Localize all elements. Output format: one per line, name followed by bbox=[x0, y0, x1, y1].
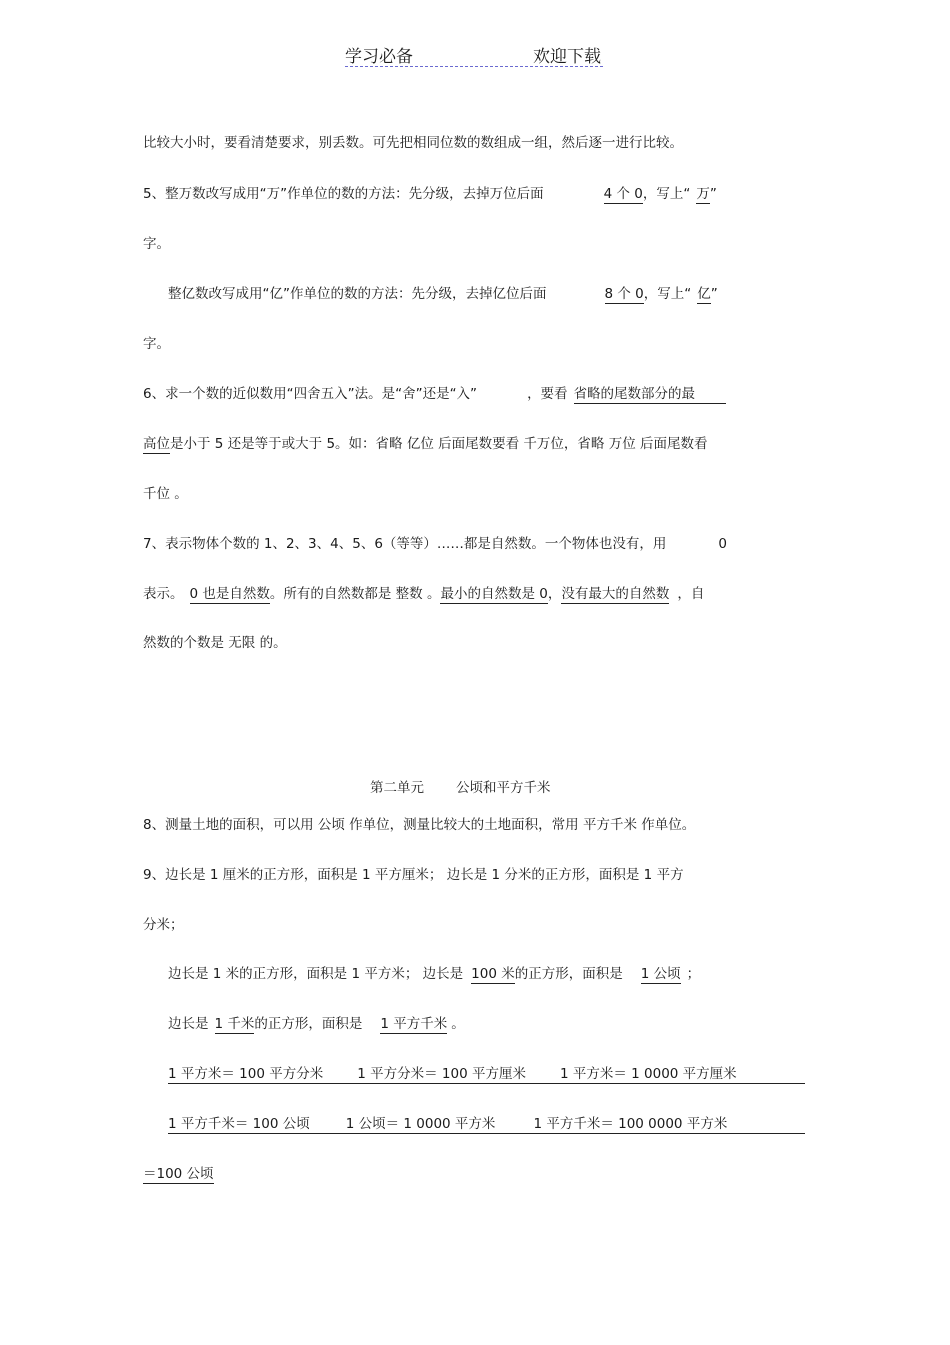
text-line: 然数的个数是 无限 的。 bbox=[143, 635, 287, 651]
text-run: 5、整万数改写成用“万”作单位的数的方法：先分级，去掉万位后面 bbox=[143, 186, 544, 202]
conversion: ＝100 公顷 bbox=[143, 1166, 214, 1182]
section-title-topic: 公顷和平方千米 bbox=[456, 780, 551, 796]
blank-answer: 4 个 0 bbox=[603, 186, 643, 202]
text-run: 。所有的自然数都是 整数 。 bbox=[269, 586, 441, 602]
text-run: ” bbox=[710, 286, 718, 302]
text-line: 千位 。 bbox=[143, 486, 188, 502]
text-line: 比较大小时，要看清楚要求，别丢数。可先把相同位数的数组成一组，然后逐一进行比较。 bbox=[143, 135, 683, 151]
text-run: 7、表示物体个数的 1、2、3、4、5、6（等等）……都是自然数。一个物体也没有，用 bbox=[143, 536, 667, 552]
text-line: 字。 bbox=[143, 336, 170, 352]
item-5-yi bbox=[168, 285, 718, 304]
blank-answer: 100 米 bbox=[471, 966, 515, 982]
text-run: 。 bbox=[451, 1016, 465, 1032]
item-9-line-2 bbox=[168, 965, 700, 984]
conversion: 1 平方千米＝ 100 0000 平方米 bbox=[533, 1116, 728, 1132]
blank-answer: 万 bbox=[696, 186, 710, 202]
text-run: ， bbox=[547, 586, 562, 602]
text-run: ” bbox=[709, 186, 717, 202]
text-run: 是小于 5 还是等于或大于 5。如：省略 亿位 后面尾数要看 千万位，省略 万位 后面尾数看 bbox=[170, 436, 708, 452]
item-9-line-3 bbox=[168, 1015, 465, 1034]
conversion-line-3 bbox=[143, 1165, 214, 1184]
item-7 bbox=[143, 535, 727, 553]
conversion: 1 平方千米＝ 100 公顷 bbox=[168, 1116, 310, 1132]
blank-answer: 亿 bbox=[697, 286, 711, 302]
item-8: 8、测量土地的面积，可以用 公顷 作单位，测量比较大的土地面积，常用 平方千米 作单位。 bbox=[143, 817, 696, 833]
text-run: ，写上“ bbox=[643, 286, 692, 302]
conversion: 1 平方分米＝ 100 平方厘米 bbox=[357, 1066, 526, 1082]
page-header bbox=[345, 40, 603, 67]
item-7-cont bbox=[143, 585, 704, 604]
section-title bbox=[370, 776, 551, 796]
blank-answer: 1 平方千米 bbox=[380, 1016, 448, 1032]
text-run: 的正方形，面积是 bbox=[514, 966, 623, 982]
header-right: 欢迎下载 bbox=[533, 47, 601, 67]
text-run: 边长是 bbox=[168, 1016, 209, 1032]
text-run: ，自 bbox=[677, 586, 705, 602]
section-title-unit: 第二单元 bbox=[370, 780, 424, 796]
item-5 bbox=[143, 185, 717, 204]
blank-answer: 1 千米 bbox=[214, 1016, 255, 1032]
text-run: 的正方形，面积是 bbox=[254, 1016, 363, 1032]
text-run: 表示。 bbox=[143, 586, 184, 602]
conversion-underlined bbox=[168, 1116, 805, 1134]
conversion-underlined bbox=[168, 1066, 805, 1084]
blank-answer: 1 公顷 bbox=[640, 966, 681, 982]
conversion-line-2 bbox=[168, 1115, 805, 1134]
header-left: 学习必备 bbox=[345, 47, 413, 67]
text-run: ，写上“ bbox=[642, 186, 691, 202]
item-6 bbox=[143, 385, 726, 404]
conversion: 1 平方米＝ 1 0000 平方厘米 bbox=[559, 1066, 737, 1082]
text-line: 字。 bbox=[143, 236, 170, 252]
text-run: 6、求一个数的近似数用“四舍五入”法。是“舍”还是“入” bbox=[143, 386, 478, 402]
text-run: ，要看 bbox=[527, 386, 568, 402]
item-6-cont bbox=[143, 435, 708, 454]
text-run: 0 bbox=[718, 536, 728, 552]
blank-answer: 省略的尾数部分的最 bbox=[574, 386, 726, 404]
conversion: 1 公顷＝ 1 0000 平方米 bbox=[345, 1116, 496, 1132]
text-run: ； bbox=[686, 966, 701, 982]
text-run: 边长是 1 米的正方形，面积是 1 平方米； 边长是 bbox=[168, 966, 464, 982]
blank-answer: 0 也是自然数 bbox=[189, 586, 270, 602]
blank-answer: 没有最大的自然数 bbox=[561, 586, 670, 602]
blank-answer: 最小的自然数是 0 bbox=[440, 586, 548, 602]
item-9: 9、边长是 1 厘米的正方形，面积是 1 平方厘米； 边长是 1 分米的正方形，面积是 1 平方 bbox=[143, 867, 684, 883]
conversion-line-1 bbox=[168, 1065, 805, 1084]
text-line: 分米； bbox=[143, 917, 184, 933]
blank-answer: 高位 bbox=[143, 436, 170, 452]
blank-answer: 8 个 0 bbox=[604, 286, 644, 302]
text-run: 整亿数改写成用“亿”作单位的数的方法：先分级，去掉亿位后面 bbox=[168, 286, 547, 302]
conversion: 1 平方米＝ 100 平方分米 bbox=[168, 1066, 324, 1082]
